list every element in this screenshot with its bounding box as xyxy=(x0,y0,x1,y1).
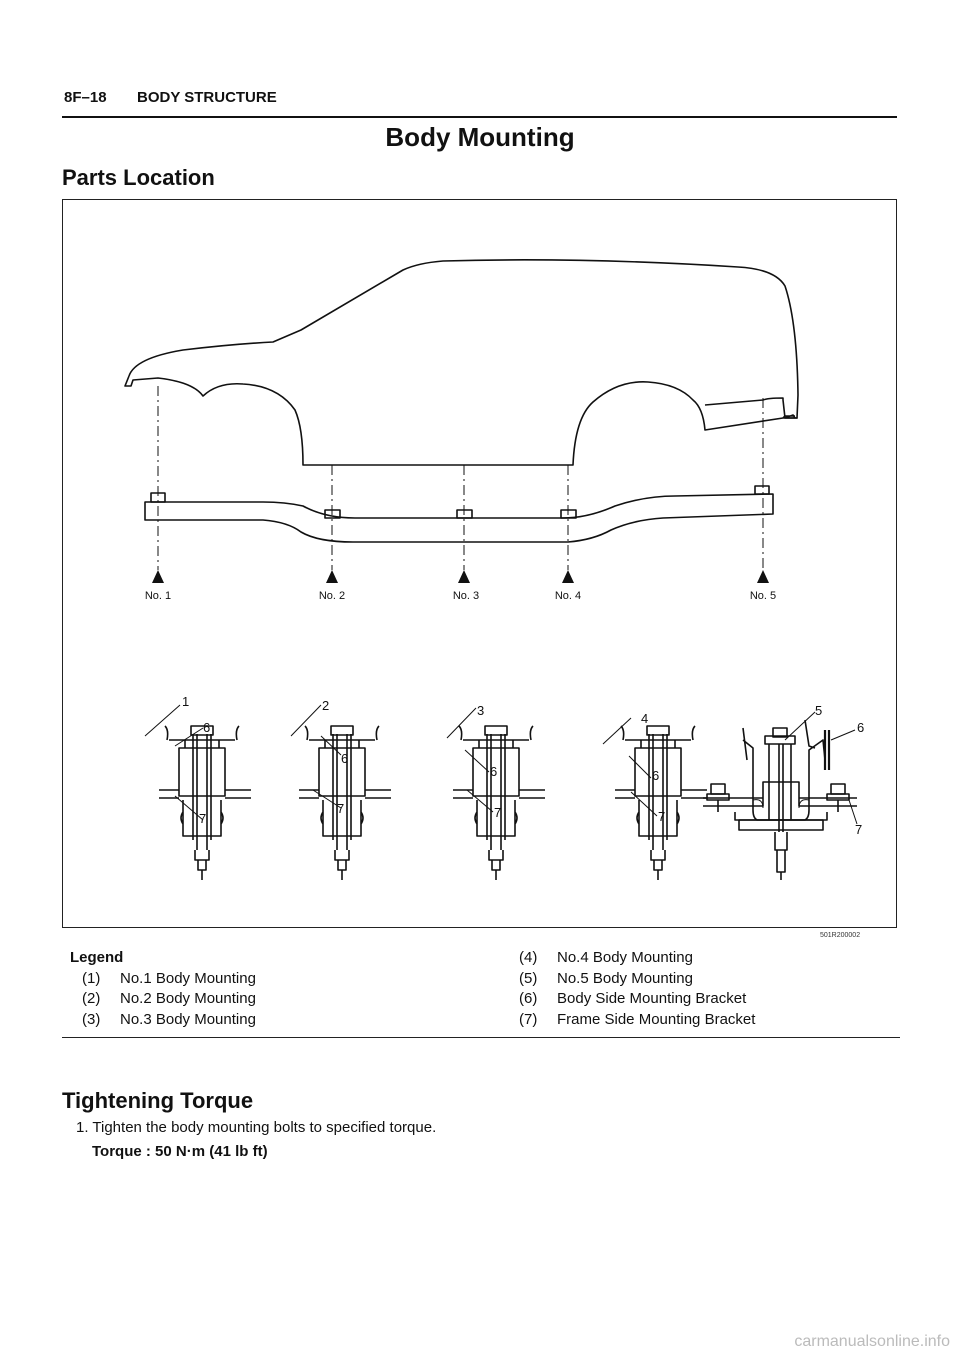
mount-detail-4 xyxy=(615,726,707,880)
callout-7d: 7 xyxy=(658,809,666,824)
mount-detail-1 xyxy=(159,726,251,880)
mount-outline xyxy=(299,726,391,880)
mount-bolt-head xyxy=(331,726,353,735)
mount-outline xyxy=(453,726,545,880)
torque-spec: Torque : 50 N·m (41 lb ft) xyxy=(92,1143,268,1160)
figure-code: 501R200002 xyxy=(820,932,861,939)
footer-watermark: carmanualsonline.info xyxy=(794,1333,950,1350)
position-label-no3: No. 3 xyxy=(452,590,480,602)
callout-6d: 6 xyxy=(652,768,660,783)
legend-item xyxy=(519,1010,755,1031)
callout-4: 4 xyxy=(641,711,649,726)
legend-item-label: No.1 Body Mounting xyxy=(120,969,256,987)
callout-7b: 7 xyxy=(337,801,345,816)
legend-item xyxy=(519,989,755,1010)
torque-step: 1. Tighten the body mounting bolts to specified torque. xyxy=(76,1119,437,1136)
position-label-no1: No. 1 xyxy=(144,590,172,602)
position-label-no4: No. 4 xyxy=(554,590,582,602)
callout-6c: 6 xyxy=(490,764,498,779)
callout-6e: 6 xyxy=(857,720,865,735)
legend-item xyxy=(70,1010,256,1031)
legend-item-number: (2) xyxy=(82,990,101,1007)
legend-rule xyxy=(62,1037,900,1038)
header-rule xyxy=(62,116,897,118)
legend-item-label: Body Side Mounting Bracket xyxy=(557,990,747,1007)
legend-left-column xyxy=(70,948,256,1030)
torque-heading: Tightening Torque xyxy=(62,1088,254,1113)
callout-7c: 7 xyxy=(494,805,502,820)
legend-item-number: (4) xyxy=(519,949,538,966)
callout-5: 5 xyxy=(815,703,823,718)
legend-item-label: Frame Side Mounting Bracket xyxy=(557,1010,756,1028)
page-title: Body Mounting xyxy=(385,122,575,152)
parts-location-heading: Parts Location xyxy=(62,165,215,190)
legend-item xyxy=(519,969,755,990)
position-label-no2: No. 2 xyxy=(318,590,346,602)
legend-item-label: No.4 Body Mounting xyxy=(557,949,693,966)
mount-bolt-head xyxy=(647,726,669,735)
mount-detail-3 xyxy=(453,726,545,880)
mount-detail-5 xyxy=(703,720,857,880)
legend-item-label: No.3 Body Mounting xyxy=(120,1010,256,1028)
legend-heading: Legend xyxy=(70,949,124,966)
section-title: BODY STRUCTURE xyxy=(137,89,277,106)
mount-bolt-head xyxy=(485,726,507,735)
legend-item-number: (3) xyxy=(82,1010,101,1028)
legend-item-number: (7) xyxy=(519,1010,538,1028)
page-number: 8F–18 xyxy=(64,89,107,106)
callout-2: 2 xyxy=(322,698,330,713)
body-mounting-diagram xyxy=(63,200,898,929)
callout-6b: 6 xyxy=(341,751,349,766)
mount-outline xyxy=(615,726,707,880)
legend-item xyxy=(70,969,256,990)
vehicle-body-outline xyxy=(125,376,797,465)
legend-right-column xyxy=(519,948,755,1030)
callout-7a: 7 xyxy=(199,811,207,826)
legend-item-label: No.5 Body Mounting xyxy=(557,969,693,987)
legend-item xyxy=(519,948,755,969)
callout-7e: 7 xyxy=(855,822,863,837)
mount-position-markers xyxy=(152,570,769,583)
callout-3: 3 xyxy=(477,703,485,718)
legend-item-number: (5) xyxy=(519,969,538,987)
legend-item-number: (1) xyxy=(82,969,101,987)
position-label-no5: No. 5 xyxy=(749,590,777,602)
legend-item-number: (6) xyxy=(519,990,538,1007)
mount-detail-2 xyxy=(299,726,391,880)
parts-location-figure xyxy=(62,199,897,928)
vehicle-roof-outline xyxy=(129,260,798,418)
callout-6a: 6 xyxy=(203,720,211,735)
legend-item xyxy=(70,989,256,1010)
callout-1: 1 xyxy=(182,694,190,709)
mount-outline xyxy=(159,726,251,880)
legend-item-label: No.2 Body Mounting xyxy=(120,990,256,1007)
